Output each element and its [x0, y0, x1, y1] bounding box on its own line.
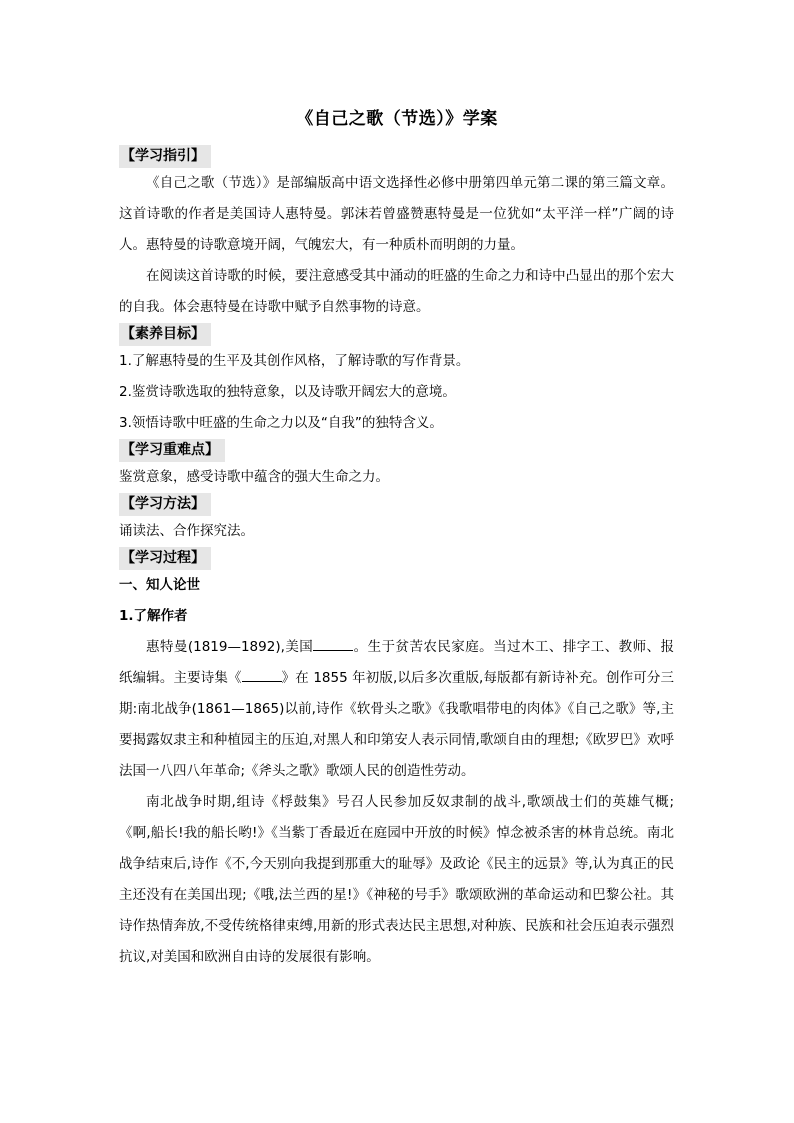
fill-blank-collection[interactable]	[242, 669, 282, 682]
goal-item-3: 3.领悟诗歌中旺盛的生命之力以及“自我”的独特含义。	[119, 415, 443, 431]
key-text: 鉴赏意象，感受诗歌中蕴含的强大生命之力。	[119, 469, 389, 485]
goal-item-1: 1.了解惠特曼的生平及其创作风格，了解诗歌的写作背景。	[119, 353, 470, 369]
author-paragraph-1	[119, 632, 674, 787]
page-title: 《自己之歌（节选）》学案	[296, 109, 498, 129]
author-paragraph-2: 南北战争时期,组诗《桴鼓集》号召人民参加反奴隶制的战斗,歌颂战士们的英雄气概;《啊,船长!我的船长哟!》《当紫丁香最近在庭园中开放的时候》悼念被杀害的林肯总统。南北战争结束后,诗作《不,今天别向我提到那重大的耻辱》及政论《民主的远景》等,认为真正的民主还没有在美国出现;《哦,法兰西的星!》《神秘的号手》歌颂欧洲的革命运动和巴黎公社。其诗作热情奔放,不受传统格律束缚,用新的形式表达民主思想,对种族、民族和社会压迫表示强烈抗议,对美国和欧洲自由诗的发展很有影响。	[119, 794, 674, 965]
section-header-method: 【学习方法】	[119, 493, 211, 516]
section-header-process: 【学习过程】	[119, 547, 211, 570]
author-text-a: 惠特曼(1819—1892),美国	[146, 639, 314, 655]
goal-item-2: 2.鉴赏诗歌选取的独特意象，以及诗歌开阔宏大的意境。	[119, 384, 456, 400]
method-text: 诵读法、合作探究法。	[119, 523, 254, 539]
subheading-1: 一、知人论世	[119, 577, 200, 593]
author-text-b: 。生于贫苦农民家庭。当过木工、排字工、教师、报纸编辑。主要诗集《	[119, 639, 674, 686]
section-header-guide: 【学习指引】	[119, 145, 211, 168]
subheading-2: 1.了解作者	[119, 608, 188, 624]
section-header-goals: 【素养目标】	[119, 323, 211, 346]
guide-paragraph-2: 在阅读这首诗歌的时候，要注意感受其中涌动的旺盛的生命之力和诗中凸显出的那个宏大的自我。体会惠特曼在诗歌中赋予自然事物的诗意。	[119, 268, 674, 315]
content	[119, 145, 674, 973]
section-header-key: 【学习重难点】	[119, 439, 225, 462]
fill-blank-nationality[interactable]	[313, 638, 353, 651]
author-text-c: 》在 1855 年初版,以后多次重版,每版都有新诗补充。创作可分三期:南北战争(1861—1865)以前,诗作《软骨头之歌》《我歌唱带电的肉体》《自己之歌》等,主要揭露奴隶主和种植园主的压迫,对黑人和印第安人表示同情,歌颂自由的理想;《欧罗巴》欢呼法国一八四八年革命;《斧头之歌》歌颂人民的创造性劳动。	[119, 670, 674, 779]
guide-paragraph-1: 《自己之歌（节选）》是部编版高中语文选择性必修中册第四单元第二课的第三篇文章。这首诗歌的作者是美国诗人惠特曼。郭沫若曾盛赞惠特曼是一位犹如“太平洋一样”广阔的诗人。惠特曼的诗歌意境开阔，气魄宏大，有一种质朴而明朗的力量。	[119, 175, 674, 253]
